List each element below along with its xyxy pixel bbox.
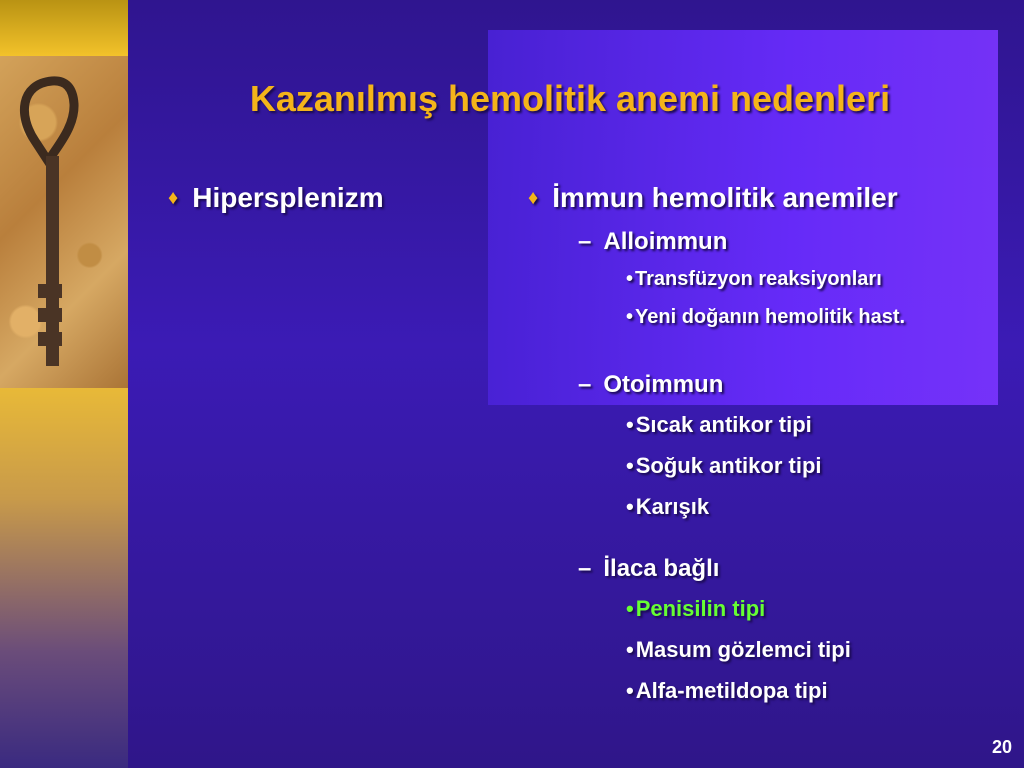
slide-title: Kazanılmış hemolitik anemi nedenleri [249,78,891,119]
dot-bullet: • [626,306,634,328]
list-item [626,678,828,704]
diamond-bullet-icon: ♦ [168,187,179,209]
dash-bullet: – [578,555,592,582]
item-label: Transfüzyon reaksiyonları [635,268,882,290]
dot-bullet: • [626,678,634,703]
bullet-label: İmmun hemolitik anemiler [552,182,898,213]
left-decorative-strip [0,0,128,768]
item-label: Soğuk antikor tipi [635,453,822,478]
item-label: Karışık [635,494,710,519]
dot-bullet: • [626,412,634,437]
page-number: 20 [991,737,1012,757]
item-label: Yeni doğanın hemolitik hast. [635,306,906,328]
dot-bullet: • [626,637,634,662]
bullet-immun-heading [528,182,898,214]
list-item [626,637,851,663]
key-photo [0,56,128,388]
dot-bullet: • [626,596,634,621]
list-item [626,494,709,520]
dash-bullet: – [578,371,592,398]
group-label: Otoimmun [603,371,724,398]
group-alloimmun [578,228,727,256]
list-item [626,268,882,291]
group-ilaca-bagli [578,555,719,583]
key-icon [0,56,128,388]
item-label: Penisilin tipi [635,596,766,621]
item-label: Alfa-metildopa tipi [635,678,828,703]
dot-bullet: • [626,453,634,478]
dot-bullet: • [626,268,634,290]
group-label: Alloimmun [603,228,728,255]
dot-bullet: • [626,494,634,519]
list-item [626,412,812,438]
group-label: İlaca bağlı [603,555,720,582]
item-label: Sıcak antikor tipi [635,412,812,437]
dash-bullet: – [578,228,592,255]
list-item-highlighted [626,596,765,622]
bullet-hipersplenizm [168,182,384,214]
top-band [0,0,128,56]
item-label: Masum gözlemci tipi [635,637,851,662]
list-item [626,306,905,329]
bullet-label: Hipersplenizm [192,182,384,213]
group-otoimmun [578,371,723,399]
diamond-bullet-icon: ♦ [528,187,539,209]
list-item [626,453,822,479]
